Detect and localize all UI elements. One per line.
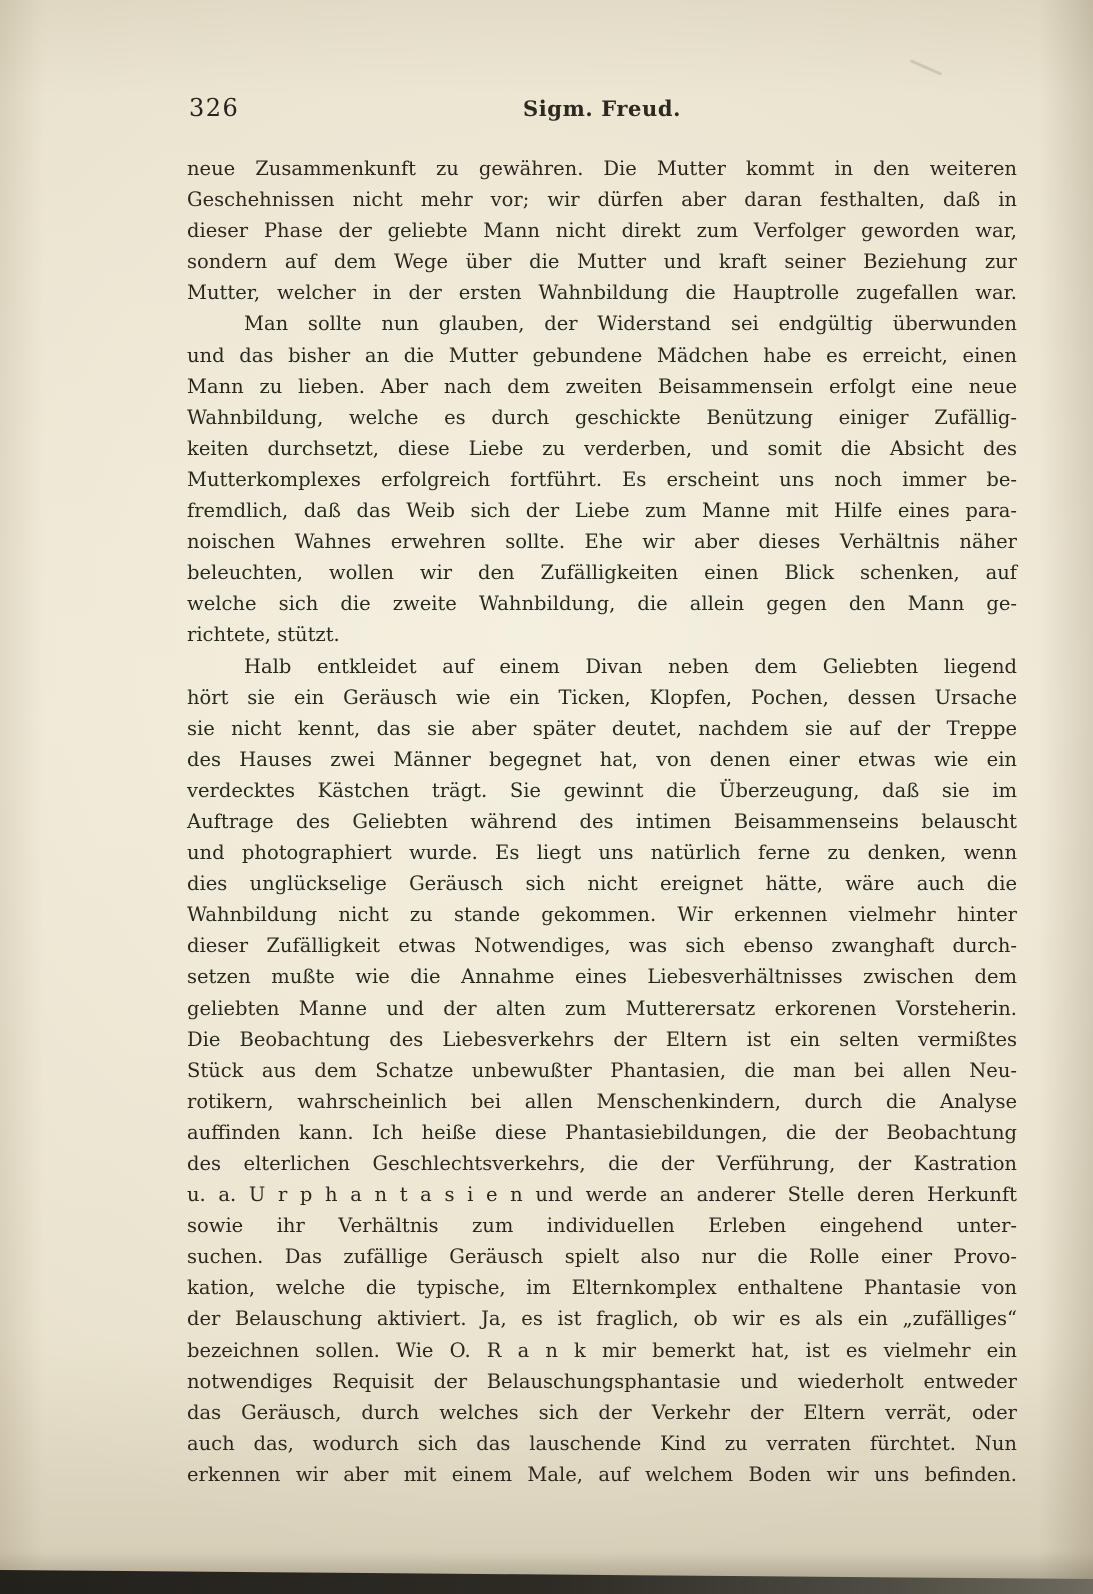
running-header: Sigm. Freud. — [522, 96, 682, 121]
body-text — [187, 153, 1017, 1490]
text-line: kation, welche die typische, im Elternkomplex enthaltene Phantasie von — [187, 1276, 1017, 1300]
text-line: fremdlich, daß das Weib sich der Liebe zum Manne mit Hilfe eines para- — [187, 499, 1017, 523]
text-line: neue Zusammenkunft zu gewähren. Die Mutter kommt in den weiteren — [187, 157, 1017, 180]
paragraph — [187, 308, 1017, 650]
text-line: hört sie ein Geräusch wie ein Ticken, Klopfen, Pochen, dessen Ursache — [187, 685, 1017, 709]
page-number: 326 — [189, 94, 240, 122]
text-line: suchen. Das zufällige Geräusch spielt also nur die Rolle einer Provo- — [187, 1245, 1017, 1269]
text-line: setzen mußte wie die Annahme eines Liebesverhältnisses zwischen dem — [187, 965, 1017, 989]
paragraph — [187, 153, 1017, 308]
text-line: notwendiges Requisit der Belauschungsphantasie und wiederholt entweder — [187, 1369, 1017, 1393]
text-line: u. a. U r p h a n t a s i e n und werde an anderer Stelle deren Herkunft — [187, 1183, 1017, 1207]
text-line: Mutter, welcher in der ersten Wahnbildung die Hauptrolle zugefallen war. — [187, 281, 1017, 305]
text-line: Mann zu lieben. Aber nach dem zweiten Beisammensein erfolgt eine neue — [187, 374, 1017, 398]
text-line: auffinden kann. Ich heiße diese Phantasiebildungen, die der Beobachtung — [187, 1120, 1017, 1144]
scan-smudge-artifact — [910, 59, 942, 76]
text-line: des elterlichen Geschlechtsverkehrs, die der Verführung, der Kastration — [187, 1152, 1017, 1175]
text-line: Stück aus dem Schatze unbewußter Phantasien, die man bei allen Neu- — [187, 1058, 1017, 1082]
text-line: Halb entkleidet auf einem Divan neben dem Geliebten liegend — [244, 654, 1017, 678]
text-line: dieser Zufälligkeit etwas Notwendiges, was sich ebenso zwanghaft durch- — [187, 934, 1017, 958]
text-line: noischen Wahnes erwehren sollte. Ehe wir aber dieses Verhältnis näher — [187, 530, 1017, 554]
text-line: dieser Phase der geliebte Mann nicht direkt zum Verfolger geworden war, — [187, 219, 1017, 243]
text-line: keiten durchsetzt, diese Liebe zu verderben, und somit die Absicht des — [187, 436, 1017, 460]
text-line: erkennen wir aber mit einem Male, auf welchem Boden wir uns befinden. — [187, 1462, 1017, 1486]
paragraph — [187, 651, 1017, 1491]
text-line: richtete, stützt. — [187, 623, 340, 647]
text-line: und photographiert wurde. Es liegt uns natürlich ferne zu denken, wenn — [187, 841, 1017, 865]
text-line: das Geräusch, durch welches sich der Verkehr der Eltern verrät, oder — [187, 1400, 1017, 1424]
text-line: sie nicht kennt, das sie aber später deutet, nachdem sie auf der Treppe — [187, 716, 1017, 740]
text-line: bezeichnen sollen. Wie O. R a n k mir bemerkt hat, ist es vielmehr ein — [187, 1338, 1017, 1362]
text-line: Wahnbildung, welche es durch geschickte Benützung einiger Zufällig- — [187, 405, 1017, 429]
text-line: Wahnbildung nicht zu stande gekommen. Wir erkennen vielmehr hinter — [187, 903, 1017, 927]
text-line: des Hauses zwei Männer begegnet hat, von denen einer etwas wie ein — [187, 747, 1017, 771]
text-line: rotikern, wahrscheinlich bei allen Menschenkindern, durch die Analyse — [187, 1089, 1017, 1113]
text-line: geliebten Manne und der alten zum Mutterersatz erkorenen Vorsteherin. — [187, 996, 1017, 1020]
text-line: welche sich die zweite Wahnbildung, die allein gegen den Mann ge- — [187, 592, 1017, 616]
text-line: verdecktes Kästchen trägt. Sie gewinnt die Überzeugung, daß sie im — [187, 778, 1017, 802]
text-line: Auftrage des Geliebten während des intimen Beisammenseins belauscht — [187, 809, 1017, 833]
text-line: Geschehnissen nicht mehr vor; wir dürfen aber daran festhalten, daß in — [187, 188, 1017, 212]
text-line: auch das, wodurch sich das lauschende Kind zu verraten fürchtet. Nun — [187, 1431, 1017, 1455]
page-header — [187, 94, 1017, 126]
text-line: und das bisher an die Mutter gebundene Mädchen habe es erreicht, einen — [187, 343, 1017, 367]
text-line: sondern auf dem Wege über die Mutter und kraft seiner Beziehung zur — [187, 250, 1017, 274]
text-line: beleuchten, wollen wir den Zufälligkeiten einen Blick schenken, auf — [187, 561, 1017, 585]
text-line: sowie ihr Verhältnis zum individuellen Erleben eingehend unter- — [187, 1214, 1017, 1238]
text-line: Mutterkomplexes erfolgreich fortführt. Es erscheint uns noch immer be- — [187, 467, 1017, 491]
text-line: der Belauschung aktiviert. Ja, es ist fraglich, ob wir es als ein „zufälliges“ — [187, 1307, 1017, 1331]
text-line: Man sollte nun glauben, der Widerstand sei endgültig überwunden — [244, 312, 1017, 336]
text-line: Die Beobachtung des Liebesverkehrs der Eltern ist ein selten vermißtes — [187, 1027, 1017, 1051]
text-line: dies unglückselige Geräusch sich nicht ereignet hätte, wäre auch die — [187, 872, 1017, 896]
